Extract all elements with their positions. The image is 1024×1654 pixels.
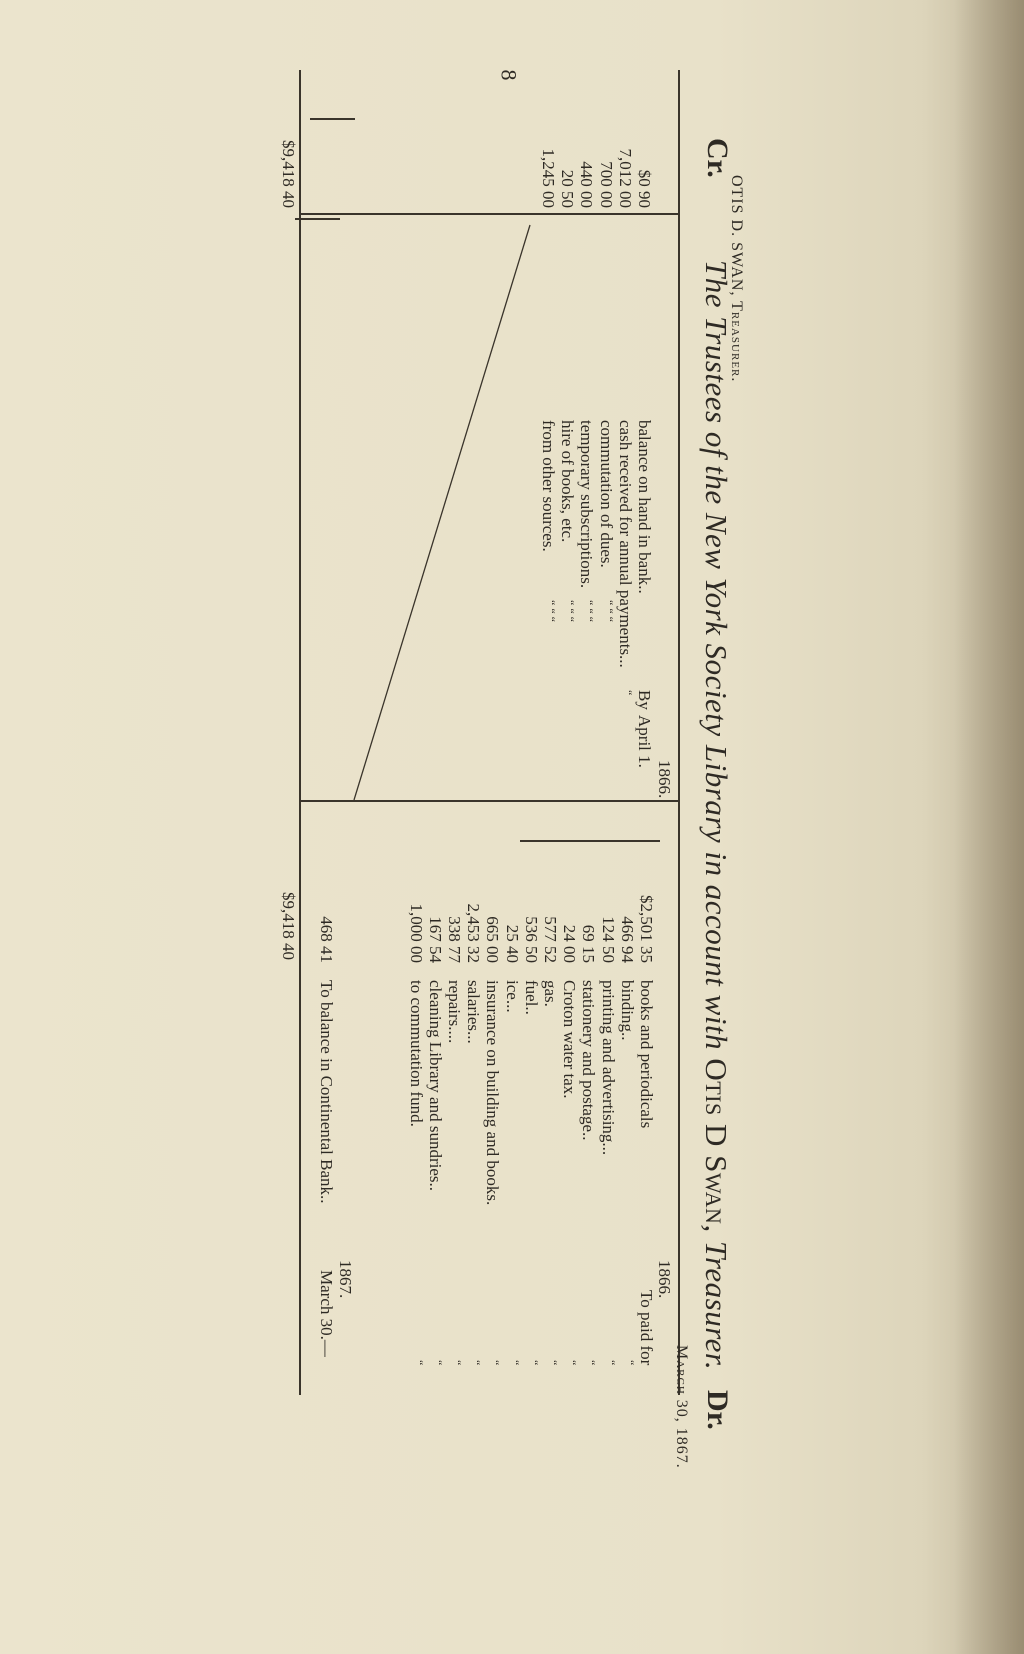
debit-row-amount: 1,000 00 xyxy=(406,903,426,963)
credit-row-prefix: “ “ “ xyxy=(601,600,616,622)
debit-row-prefix: “ xyxy=(584,1360,599,1366)
debit-total-rule xyxy=(520,840,660,842)
debit-row-amount: 2,453 32 xyxy=(464,903,484,963)
debit-row-amount: 124 50 xyxy=(598,916,618,963)
debit-row-prefix: “ xyxy=(430,1360,445,1366)
debit-row-label: stationery and postage.. xyxy=(579,980,599,1141)
credit-row-amount: 440 00 xyxy=(577,161,597,208)
debit-heading: Dr. xyxy=(701,1390,734,1430)
credit-row-prefix: “ “ “ xyxy=(582,600,597,622)
debit-row-prefix: “ xyxy=(622,1360,637,1366)
column-rule-middle xyxy=(300,800,680,802)
debit-final-prefix: March 30.— xyxy=(317,1270,336,1357)
debit-row-prefix: “ xyxy=(565,1360,580,1366)
debit-row-prefix: “ xyxy=(488,1360,503,1366)
debit-row-prefix: “ xyxy=(507,1360,522,1366)
credit-row-amount: 700 00 xyxy=(596,161,616,208)
debit-row-label: to commutation fund. xyxy=(406,980,426,1127)
debit-row-label: gas. xyxy=(541,980,560,1007)
debit-row-label: ice... xyxy=(502,980,522,1013)
credit-row-amount: $0 90 xyxy=(635,169,654,208)
credit-row-prefix: “ “ “ xyxy=(544,600,558,622)
debit-row-amount: 24 00 xyxy=(560,924,580,963)
credit-heading: Cr. xyxy=(701,138,734,178)
debit-row-prefix: To paid for xyxy=(637,1290,656,1366)
credit-total: $9,418 40 xyxy=(279,140,298,208)
debit-row-amount: 665 00 xyxy=(483,916,503,963)
ledger-title xyxy=(698,260,734,1370)
credit-row-label: temporary subscriptions. xyxy=(577,420,597,589)
page-number: 8 xyxy=(496,69,522,81)
debit-row-amount: 25 40 xyxy=(502,924,522,963)
credit-row-prefix: “ “ “ xyxy=(563,600,578,622)
debit-row-label: Croton water tax. xyxy=(560,980,580,1099)
debit-row-prefix: “ xyxy=(469,1360,484,1366)
debit-row-label: cleaning Library and sundries.. xyxy=(425,980,445,1192)
debit-year-1867: 1867. xyxy=(336,1260,355,1299)
debit-row-label: salaries... xyxy=(464,980,484,1044)
credit-row-label: commutation of dues. xyxy=(596,420,616,568)
debit-row-amount: 167 54 xyxy=(425,916,445,963)
bottom-rule xyxy=(300,70,302,1395)
credit-sum-rule xyxy=(295,218,340,220)
debit-row-label: repairs.... xyxy=(445,980,464,1044)
debit-total: $9,418 40 xyxy=(279,892,298,960)
debit-row-label: insurance on building and books. xyxy=(483,980,503,1206)
debit-year: 1866. xyxy=(655,1260,674,1299)
diagonal-filler-line xyxy=(350,215,680,800)
debit-row-prefix: “ xyxy=(526,1360,541,1366)
debit-final-label: To balance in Continental Bank.. xyxy=(317,980,336,1204)
debit-row-label: binding.. xyxy=(617,980,637,1041)
credit-row-amount: 7,012 00 xyxy=(615,148,635,208)
debit-row-label: printing and advertising... xyxy=(598,980,618,1156)
credit-row-prefix: By xyxy=(635,690,654,710)
credit-total-rule xyxy=(310,118,355,120)
credit-row-label: balance on hand in bank.. xyxy=(635,420,654,594)
debit-row-amount: 577 52 xyxy=(541,916,560,963)
credit-row-label: from other sources. xyxy=(539,420,558,552)
debit-row-label: fuel.. xyxy=(521,980,541,1015)
credit-row-label: cash received for annual payments... xyxy=(615,420,635,668)
debit-row-amount: 536 50 xyxy=(521,916,541,963)
debit-row-prefix: “ xyxy=(411,1360,426,1366)
debit-row-amount: 69 15 xyxy=(579,924,599,963)
title-role: , Treasurer. xyxy=(699,1224,734,1371)
debit-row-label: books and periodicals xyxy=(637,980,656,1129)
debit-final-amount: 468 41 xyxy=(317,916,336,963)
credit-year: 1866. xyxy=(655,760,674,799)
debit-row-amount: $2,501 35 xyxy=(637,895,656,963)
footer-date: March 30, 1867. xyxy=(673,1345,690,1469)
debit-row-amount: 466 94 xyxy=(617,916,637,963)
credit-row-prefix: “ xyxy=(620,690,635,696)
debit-row-amount: 338 77 xyxy=(445,916,464,963)
credit-row-amount: 1,245 00 xyxy=(539,148,558,208)
debit-row-prefix: “ xyxy=(603,1360,618,1366)
credit-row-label: hire of books, etc. xyxy=(558,420,578,543)
title-name: Otis D Swan xyxy=(699,1058,734,1225)
title-main: The Trustees of the New York Society Library in account with xyxy=(699,260,734,1051)
footer-signature: OTIS D. SWAN, Treasurer. xyxy=(728,175,745,383)
debit-row-prefix: “ xyxy=(546,1360,560,1366)
credit-row-amount: 20 50 xyxy=(558,169,578,208)
debit-row-prefix: “ xyxy=(450,1360,464,1366)
credit-date: April 1. xyxy=(635,715,654,768)
